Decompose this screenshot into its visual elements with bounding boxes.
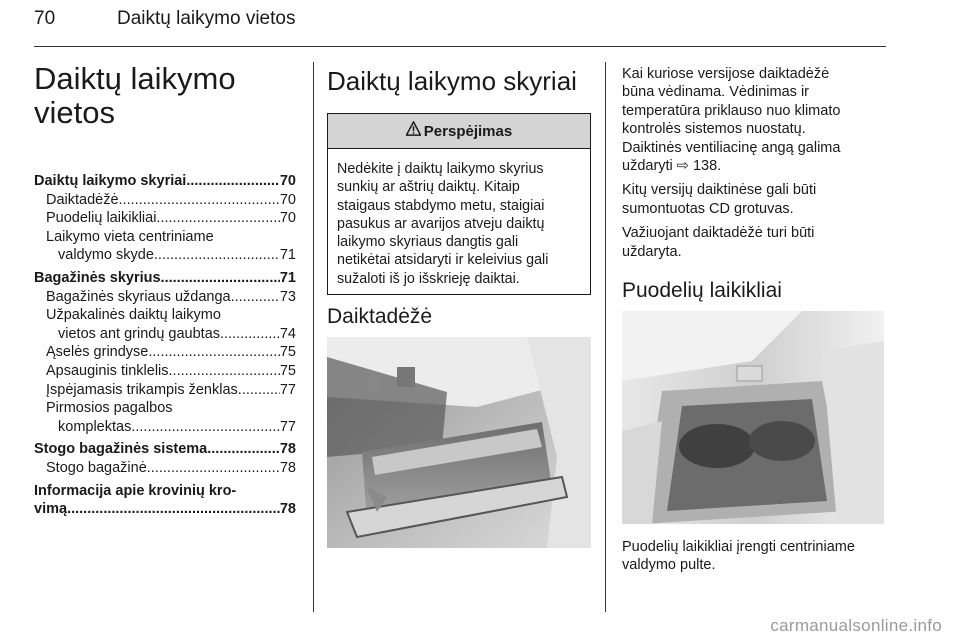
toc-entry[interactable]: Apsauginis tinklelis ..... 75 xyxy=(34,362,296,381)
page-number: 70 xyxy=(34,8,56,29)
section-title: Daiktų laikymo skyriai xyxy=(327,66,577,96)
toc-entry[interactable]: Įspėjamasis trikampis ženklas ..... 77 xyxy=(34,381,296,400)
toc-entry[interactable]: Stogo bagažinė ..... 78 xyxy=(34,459,296,478)
warning-line: netikėtai atsidaryti ir keleivius gali xyxy=(337,252,549,269)
toc-entry[interactable]: Stogo bagažinės sistema ..... 78 xyxy=(34,440,296,459)
toc-entry[interactable]: vietos ant grindų gaubtas ..... 74 xyxy=(34,325,296,344)
toc-entry[interactable]: Bagažinės skyrius ..... 71 xyxy=(34,269,296,288)
column-divider-right xyxy=(605,62,606,612)
warning-line: sunkių ar aštrių daiktų. Kitaip xyxy=(337,179,520,196)
warning-line: staigaus stabdymo metu, staigiai xyxy=(337,197,545,214)
toc-entry[interactable]: vimą ..... 78 xyxy=(34,500,296,519)
column-divider-left xyxy=(313,62,314,612)
chapter-title: Daiktų laikymo vietos xyxy=(34,61,236,130)
toc-entry[interactable]: Daiktų laikymo skyriai ..... 70 xyxy=(34,172,296,191)
cupholders-photo xyxy=(622,311,884,524)
warning-header xyxy=(328,114,590,149)
toc-entry[interactable]: komplektas ..... 77 xyxy=(34,418,296,437)
running-header-title: Daiktų laikymo vietos xyxy=(117,8,296,29)
cross-reference-link[interactable]: uždaryti ⇨ 138. xyxy=(622,158,722,175)
warning-line: laikymo skyriaus dangtis gali xyxy=(337,234,519,251)
toc-entry[interactable]: Puodelių laikikliai ..... 70 xyxy=(34,209,296,228)
warning-line: pasukus ar avarijos atveju daiktų xyxy=(337,215,545,232)
warning-heading: Perspėjimas xyxy=(423,122,513,140)
table-of-contents xyxy=(34,172,296,519)
header-rule xyxy=(34,46,886,47)
toc-entry[interactable]: Ąselės grindyse ..... 75 xyxy=(34,343,296,362)
glovebox-text: Kai kuriose versijose daiktadėžė būna vėdinama. Vėdinimas ir temperatūra priklauso nuo klimato kontrolės sistemos nuostatų. Daiktinės ventiliacinę angą galima uždaryti ⇨ 138. Kitų versijų daiktinėse gali būti sumontuotas CD grotuvas. Važiuojant daiktadėžė turi būti uždaryta. xyxy=(622,66,841,260)
watermark: carmanualsonline.info xyxy=(770,616,942,635)
toc-entry-line[interactable]: Informacija apie krovinių kro- xyxy=(34,482,237,499)
toc-entry[interactable]: valdymo skyde ..... 71 xyxy=(34,246,296,265)
cupholders-caption: Puodelių laikikliai įrengti centriniame valdymo pulte. xyxy=(622,539,855,574)
warning-box xyxy=(327,113,591,295)
glovebox-photo xyxy=(327,337,591,548)
cupholders-title: Puodelių laikikliai xyxy=(622,279,782,302)
warning-triangle-icon xyxy=(406,121,421,141)
toc-entry[interactable]: Daiktadėžė ..... 70 xyxy=(34,191,296,210)
warning-line: Nedėkite į daiktų laikymo skyrius xyxy=(337,161,544,177)
toc-entry-line[interactable]: Užpakalinės daiktų laikymo xyxy=(46,307,221,324)
toc-entry[interactable]: Bagažinės skyriaus uždanga ..... 73 xyxy=(34,288,296,307)
warning-line: sužaloti iš jo išskrieję daiktai. xyxy=(337,270,520,287)
glovebox-title: Daiktadėžė xyxy=(327,305,433,328)
toc-entry-line[interactable]: Laikymo vieta centriniame xyxy=(46,228,214,245)
toc-entry-line[interactable]: Pirmosios pagalbos xyxy=(46,400,173,417)
warning-text xyxy=(328,149,590,288)
